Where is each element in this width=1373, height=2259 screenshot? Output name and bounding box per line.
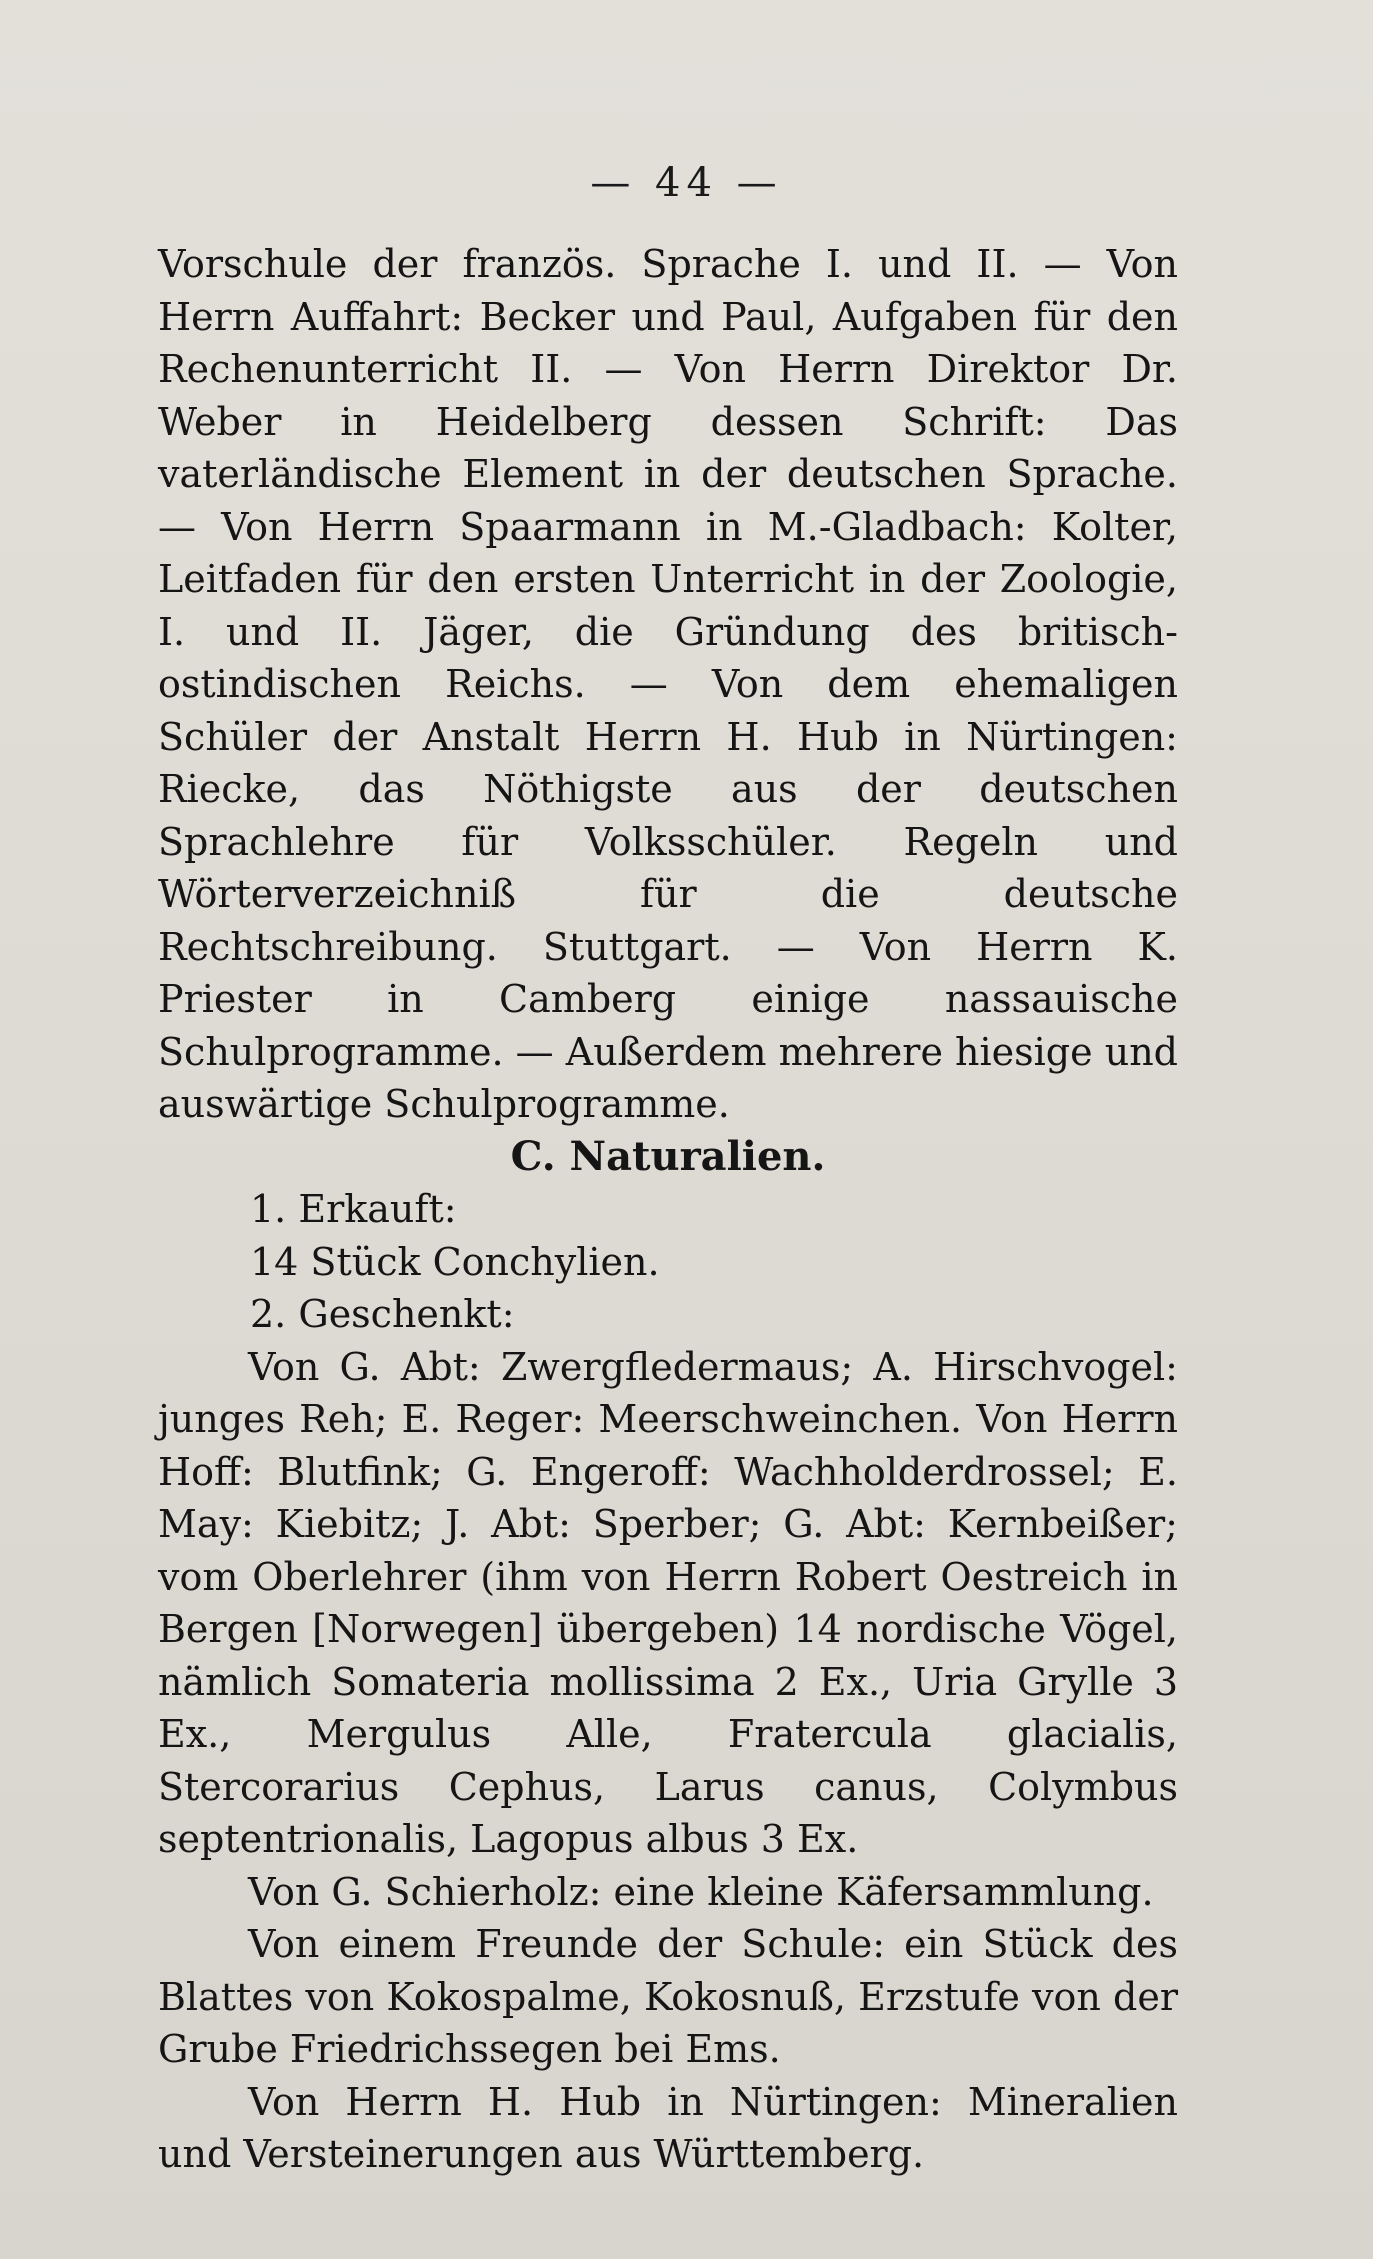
paragraph-animal-donations: Von G. Abt: Zwergfledermaus; A. Hirschvogel: junges Reh; E. Reger: Meerschweinchen. Von Herrn Hoff: Blutfink; G. Engeroff: Wachholderdrossel; E. May: Kiebitz; J. Abt: Sperber; G. Abt: Kernbeißer; vom Oberlehrer (ihm von Herrn Robert Oestreich in Bergen [Norwegen] übergeben) 14 nordische Vögel, nämlich Somateria mollissima 2 Ex., Uria Grylle 3 Ex., Mergulus Alle, Fratercula glacialis, Stercorarius Cephus, Larus canus, Colymbus septentrionalis, Lagopus albus 3 Ex. — [158, 1344, 1178, 1861]
page-number: — 44 — — [590, 160, 783, 206]
paragraph-mineral-donation: Von Herrn H. Hub in Nürtingen: Mineralien und Versteinerungen aus Württemberg. — [158, 2079, 1178, 2176]
paragraph-book-donations: Vorschule der französ. Sprache I. und II. — Von Herrn Auffahrt: Becker und Paul, Aufgaben für den Rechenunterricht II. — Von Herrn Direktor Dr. Weber in Heidelberg dessen Schrift: Das vaterländische Element in der deutschen Sprache. — Von Herrn Spaarmann in M.-Gladbach: Kolter, Leitfaden für den ersten Unterricht in der Zoologie, I. und II. Jäger, die Gründung des britisch-ostindischen Reichs. — Von dem ehemaligen Schüler der Anstalt Herrn H. Hub in Nürtingen: Riecke, das Nöthigste aus der deutschen Sprachlehre für Volksschüler. Regeln und Wörterverzeichniß für die deutsche Rechtschreibung. Stuttgart. — Von Herrn K. Priester in Camberg einige nassauische Schulprogramme. — Außerdem mehrere hiesige und auswärtige Schulprogramme. — [158, 242, 1178, 1126]
list-item-label-donated: 2. Geschenkt: — [250, 1292, 515, 1336]
page-body — [158, 238, 1178, 2181]
list-item-purchased: 14 Stück Conchylien. — [250, 1239, 660, 1284]
list-item-label-purchased: 1. Erkauft: — [250, 1187, 457, 1231]
paragraph-beetle-collection: Von G. Schierholz: eine kleine Käfersammlung. — [248, 1869, 1154, 1914]
paragraph-coconut-donation: Von einem Freunde der Schule: ein Stück des Blattes von Kokospalme, Kokosnuß, Erzstufe von der Grube Friedrichssegen bei Ems. — [158, 1922, 1178, 2071]
section-title-naturalien: C. Naturalien. — [510, 1132, 826, 1180]
